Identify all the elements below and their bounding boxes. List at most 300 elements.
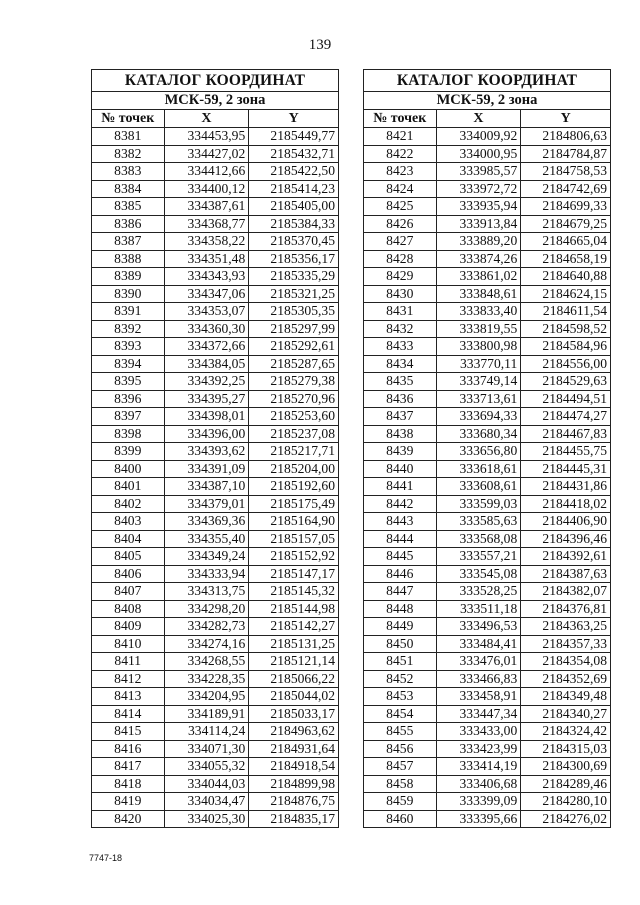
column-header-y: Y: [521, 110, 611, 128]
table-row: [92, 495, 339, 513]
y-coordinate-cell: 2184876,75: [249, 793, 339, 811]
point-number-cell: 8385: [92, 198, 165, 216]
y-coordinate-cell: 2185370,45: [249, 233, 339, 251]
table-row: [364, 355, 611, 373]
table-row: [92, 530, 339, 548]
y-coordinate-cell: 2184835,17: [249, 810, 339, 828]
point-number-cell: 8454: [364, 705, 437, 723]
table-row: [92, 583, 339, 601]
x-coordinate-cell: 334044,03: [164, 775, 249, 793]
point-number-cell: 8444: [364, 530, 437, 548]
x-coordinate-cell: 334395,27: [164, 390, 249, 408]
point-number-cell: 8459: [364, 793, 437, 811]
x-coordinate-cell: 334298,20: [164, 600, 249, 618]
x-coordinate-cell: 333819,55: [436, 320, 521, 338]
table-row: [92, 705, 339, 723]
table-row: [364, 740, 611, 758]
point-number-cell: 8428: [364, 250, 437, 268]
y-coordinate-cell: 2184431,86: [521, 478, 611, 496]
table-row: [92, 145, 339, 163]
x-coordinate-cell: 334071,30: [164, 740, 249, 758]
table-row: [364, 303, 611, 321]
y-coordinate-cell: 2185152,92: [249, 548, 339, 566]
x-coordinate-cell: 333874,26: [436, 250, 521, 268]
column-header-point-number: № точек: [92, 110, 165, 128]
table-row: [364, 408, 611, 426]
point-number-cell: 8424: [364, 180, 437, 198]
table-row: [92, 635, 339, 653]
x-coordinate-cell: 334055,32: [164, 758, 249, 776]
y-coordinate-cell: 2184556,00: [521, 355, 611, 373]
x-coordinate-cell: 333423,99: [436, 740, 521, 758]
point-number-cell: 8382: [92, 145, 165, 163]
point-number-cell: 8448: [364, 600, 437, 618]
y-coordinate-cell: 2184300,69: [521, 758, 611, 776]
x-coordinate-cell: 333458,91: [436, 688, 521, 706]
table-row: [92, 390, 339, 408]
point-number-cell: 8430: [364, 285, 437, 303]
x-coordinate-cell: 333545,08: [436, 565, 521, 583]
x-coordinate-cell: 333694,33: [436, 408, 521, 426]
column-header-x: X: [164, 110, 249, 128]
x-coordinate-cell: 333528,25: [436, 583, 521, 601]
y-coordinate-cell: 2185147,17: [249, 565, 339, 583]
point-number-cell: 8397: [92, 408, 165, 426]
x-coordinate-cell: 333889,20: [436, 233, 521, 251]
point-number-cell: 8422: [364, 145, 437, 163]
table-row: [364, 583, 611, 601]
point-number-cell: 8414: [92, 705, 165, 723]
point-number-cell: 8420: [92, 810, 165, 828]
point-number-cell: 8398: [92, 425, 165, 443]
point-number-cell: 8399: [92, 443, 165, 461]
table-row: [92, 810, 339, 828]
point-number-cell: 8439: [364, 443, 437, 461]
x-coordinate-cell: 333395,66: [436, 810, 521, 828]
y-coordinate-cell: 2184611,54: [521, 303, 611, 321]
table-row: [364, 618, 611, 636]
column-header-point-number: № точек: [364, 110, 437, 128]
x-coordinate-cell: 333568,08: [436, 530, 521, 548]
point-number-cell: 8426: [364, 215, 437, 233]
y-coordinate-cell: 2184280,10: [521, 793, 611, 811]
x-coordinate-cell: 334358,22: [164, 233, 249, 251]
x-coordinate-cell: 334313,75: [164, 583, 249, 601]
x-coordinate-cell: 333861,02: [436, 268, 521, 286]
table-row: [92, 320, 339, 338]
point-number-cell: 8411: [92, 653, 165, 671]
point-number-cell: 8384: [92, 180, 165, 198]
x-coordinate-cell: 334369,36: [164, 513, 249, 531]
y-coordinate-cell: 2185253,60: [249, 408, 339, 426]
table-row: [92, 373, 339, 391]
y-coordinate-cell: 2184418,02: [521, 495, 611, 513]
point-number-cell: 8386: [92, 215, 165, 233]
table-row: [92, 285, 339, 303]
y-coordinate-cell: 2185449,77: [249, 128, 339, 146]
x-coordinate-cell: 334393,62: [164, 443, 249, 461]
table-row: [364, 285, 611, 303]
x-coordinate-cell: 333433,00: [436, 723, 521, 741]
table-row: [92, 775, 339, 793]
y-coordinate-cell: 2184899,98: [249, 775, 339, 793]
table-row: [364, 425, 611, 443]
x-coordinate-cell: 334351,48: [164, 250, 249, 268]
table-row: [92, 233, 339, 251]
table-row: [364, 443, 611, 461]
y-coordinate-cell: 2184494,51: [521, 390, 611, 408]
point-number-cell: 8431: [364, 303, 437, 321]
x-coordinate-cell: 334398,01: [164, 408, 249, 426]
table-row: [364, 513, 611, 531]
x-coordinate-cell: 334228,35: [164, 670, 249, 688]
x-coordinate-cell: 334392,25: [164, 373, 249, 391]
point-number-cell: 8437: [364, 408, 437, 426]
x-coordinate-cell: 333511,18: [436, 600, 521, 618]
point-number-cell: 8381: [92, 128, 165, 146]
point-number-cell: 8407: [92, 583, 165, 601]
table-row: [364, 548, 611, 566]
table-row: [364, 338, 611, 356]
point-number-cell: 8390: [92, 285, 165, 303]
x-coordinate-cell: 334372,66: [164, 338, 249, 356]
y-coordinate-cell: 2185405,00: [249, 198, 339, 216]
table-row: [364, 145, 611, 163]
y-coordinate-cell: 2185142,27: [249, 618, 339, 636]
point-number-cell: 8393: [92, 338, 165, 356]
table-row: [364, 198, 611, 216]
x-coordinate-cell: 333833,40: [436, 303, 521, 321]
y-coordinate-cell: 2184445,31: [521, 460, 611, 478]
y-coordinate-cell: 2184679,25: [521, 215, 611, 233]
table-row: [92, 758, 339, 776]
table-row: [92, 250, 339, 268]
x-coordinate-cell: 334274,16: [164, 635, 249, 653]
point-number-cell: 8457: [364, 758, 437, 776]
y-coordinate-cell: 2184349,48: [521, 688, 611, 706]
table-row: [364, 478, 611, 496]
table-row: [92, 338, 339, 356]
table-row: [364, 233, 611, 251]
point-number-cell: 8440: [364, 460, 437, 478]
y-coordinate-cell: 2185270,96: [249, 390, 339, 408]
x-coordinate-cell: 333770,11: [436, 355, 521, 373]
x-coordinate-cell: 334189,91: [164, 705, 249, 723]
table-subtitle: МСК-59, 2 зона: [92, 92, 339, 110]
y-coordinate-cell: 2184376,81: [521, 600, 611, 618]
x-coordinate-cell: 334349,24: [164, 548, 249, 566]
y-coordinate-cell: 2185121,14: [249, 653, 339, 671]
y-coordinate-cell: 2184665,04: [521, 233, 611, 251]
x-coordinate-cell: 334396,00: [164, 425, 249, 443]
y-coordinate-cell: 2185145,32: [249, 583, 339, 601]
x-coordinate-cell: 333585,63: [436, 513, 521, 531]
y-coordinate-cell: 2185287,65: [249, 355, 339, 373]
y-coordinate-cell: 2185305,35: [249, 303, 339, 321]
x-coordinate-cell: 334360,30: [164, 320, 249, 338]
table-row: [92, 180, 339, 198]
point-number-cell: 8427: [364, 233, 437, 251]
x-coordinate-cell: 334343,93: [164, 268, 249, 286]
x-coordinate-cell: 334355,40: [164, 530, 249, 548]
table-row: [92, 618, 339, 636]
x-coordinate-cell: 334204,95: [164, 688, 249, 706]
point-number-cell: 8383: [92, 163, 165, 181]
y-coordinate-cell: 2184806,63: [521, 128, 611, 146]
x-coordinate-cell: 334114,24: [164, 723, 249, 741]
table-row: [364, 793, 611, 811]
table-row: [364, 250, 611, 268]
table-row: [92, 723, 339, 741]
x-coordinate-cell: 333608,61: [436, 478, 521, 496]
point-number-cell: 8438: [364, 425, 437, 443]
y-coordinate-cell: 2184529,63: [521, 373, 611, 391]
y-coordinate-cell: 2184758,53: [521, 163, 611, 181]
table-subtitle: МСК-59, 2 зона: [364, 92, 611, 110]
table-row: [364, 775, 611, 793]
y-coordinate-cell: 2184467,83: [521, 425, 611, 443]
point-number-cell: 8423: [364, 163, 437, 181]
x-coordinate-cell: 333985,57: [436, 163, 521, 181]
y-coordinate-cell: 2184392,61: [521, 548, 611, 566]
point-number-cell: 8458: [364, 775, 437, 793]
x-coordinate-cell: 334427,02: [164, 145, 249, 163]
point-number-cell: 8413: [92, 688, 165, 706]
point-number-cell: 8452: [364, 670, 437, 688]
x-coordinate-cell: 333800,98: [436, 338, 521, 356]
table-row: [364, 565, 611, 583]
table-row: [364, 373, 611, 391]
x-coordinate-cell: 333680,34: [436, 425, 521, 443]
table-row: [364, 460, 611, 478]
y-coordinate-cell: 2184742,69: [521, 180, 611, 198]
table-row: [364, 653, 611, 671]
column-header-x: X: [436, 110, 521, 128]
y-coordinate-cell: 2185279,38: [249, 373, 339, 391]
table-row: [364, 530, 611, 548]
x-coordinate-cell: 334391,09: [164, 460, 249, 478]
table-row: [364, 268, 611, 286]
y-coordinate-cell: 2184624,15: [521, 285, 611, 303]
table-row: [92, 303, 339, 321]
point-number-cell: 8450: [364, 635, 437, 653]
point-number-cell: 8447: [364, 583, 437, 601]
x-coordinate-cell: 334333,94: [164, 565, 249, 583]
y-coordinate-cell: 2184363,25: [521, 618, 611, 636]
y-coordinate-cell: 2185164,90: [249, 513, 339, 531]
y-coordinate-cell: 2184784,87: [521, 145, 611, 163]
x-coordinate-cell: 333557,21: [436, 548, 521, 566]
y-coordinate-cell: 2185033,17: [249, 705, 339, 723]
point-number-cell: 8446: [364, 565, 437, 583]
table-row: [92, 670, 339, 688]
x-coordinate-cell: 334379,01: [164, 495, 249, 513]
table-row: [92, 548, 339, 566]
y-coordinate-cell: 2185044,02: [249, 688, 339, 706]
x-coordinate-cell: 333406,68: [436, 775, 521, 793]
point-number-cell: 8396: [92, 390, 165, 408]
y-coordinate-cell: 2185414,23: [249, 180, 339, 198]
x-coordinate-cell: 334387,10: [164, 478, 249, 496]
table-row: [364, 320, 611, 338]
point-number-cell: 8405: [92, 548, 165, 566]
x-coordinate-cell: 333848,61: [436, 285, 521, 303]
table-row: [92, 425, 339, 443]
table-row: [364, 810, 611, 828]
y-coordinate-cell: 2184640,88: [521, 268, 611, 286]
point-number-cell: 8387: [92, 233, 165, 251]
y-coordinate-cell: 2184382,07: [521, 583, 611, 601]
point-number-cell: 8391: [92, 303, 165, 321]
point-number-cell: 8433: [364, 338, 437, 356]
x-coordinate-cell: 334282,73: [164, 618, 249, 636]
table-row: [92, 128, 339, 146]
table-row: [364, 723, 611, 741]
point-number-cell: 8395: [92, 373, 165, 391]
point-number-cell: 8394: [92, 355, 165, 373]
point-number-cell: 8400: [92, 460, 165, 478]
y-coordinate-cell: 2185292,61: [249, 338, 339, 356]
y-coordinate-cell: 2184918,54: [249, 758, 339, 776]
table-row: [92, 740, 339, 758]
y-coordinate-cell: 2184396,46: [521, 530, 611, 548]
y-coordinate-cell: 2184699,33: [521, 198, 611, 216]
x-coordinate-cell: 333447,34: [436, 705, 521, 723]
x-coordinate-cell: 333935,94: [436, 198, 521, 216]
point-number-cell: 8443: [364, 513, 437, 531]
y-coordinate-cell: 2184354,08: [521, 653, 611, 671]
y-coordinate-cell: 2185144,98: [249, 600, 339, 618]
y-coordinate-cell: 2185131,25: [249, 635, 339, 653]
table-title: КАТАЛОГ КООРДИНАТ: [92, 70, 339, 92]
point-number-cell: 8415: [92, 723, 165, 741]
point-number-cell: 8401: [92, 478, 165, 496]
point-number-cell: 8418: [92, 775, 165, 793]
x-coordinate-cell: 334034,47: [164, 793, 249, 811]
table-title: КАТАЛОГ КООРДИНАТ: [364, 70, 611, 92]
y-coordinate-cell: 2184357,33: [521, 635, 611, 653]
table-row: [92, 198, 339, 216]
point-number-cell: 8392: [92, 320, 165, 338]
x-coordinate-cell: 333414,19: [436, 758, 521, 776]
point-number-cell: 8410: [92, 635, 165, 653]
x-coordinate-cell: 333913,84: [436, 215, 521, 233]
table-row: [92, 215, 339, 233]
point-number-cell: 8460: [364, 810, 437, 828]
point-number-cell: 8408: [92, 600, 165, 618]
y-coordinate-cell: 2185237,08: [249, 425, 339, 443]
point-number-cell: 8419: [92, 793, 165, 811]
x-coordinate-cell: 334347,06: [164, 285, 249, 303]
y-coordinate-cell: 2185192,60: [249, 478, 339, 496]
table-row: [364, 128, 611, 146]
x-coordinate-cell: 334025,30: [164, 810, 249, 828]
table-row: [364, 758, 611, 776]
x-coordinate-cell: 333496,53: [436, 618, 521, 636]
table-row: [364, 163, 611, 181]
x-coordinate-cell: 333749,14: [436, 373, 521, 391]
point-number-cell: 8451: [364, 653, 437, 671]
point-number-cell: 8435: [364, 373, 437, 391]
table-row: [364, 215, 611, 233]
x-coordinate-cell: 334268,55: [164, 653, 249, 671]
table-row: [92, 513, 339, 531]
y-coordinate-cell: 2184963,62: [249, 723, 339, 741]
page-number: 139: [308, 37, 332, 53]
point-number-cell: 8389: [92, 268, 165, 286]
y-coordinate-cell: 2185204,00: [249, 460, 339, 478]
x-coordinate-cell: 334000,95: [436, 145, 521, 163]
table-row: [364, 600, 611, 618]
point-number-cell: 8449: [364, 618, 437, 636]
y-coordinate-cell: 2185157,05: [249, 530, 339, 548]
x-coordinate-cell: 333466,83: [436, 670, 521, 688]
point-number-cell: 8406: [92, 565, 165, 583]
table-row: [92, 793, 339, 811]
y-coordinate-cell: 2185356,17: [249, 250, 339, 268]
table-row: [92, 443, 339, 461]
y-coordinate-cell: 2185066,22: [249, 670, 339, 688]
y-coordinate-cell: 2184289,46: [521, 775, 611, 793]
table-row: [92, 163, 339, 181]
table-row: [92, 565, 339, 583]
y-coordinate-cell: 2184387,63: [521, 565, 611, 583]
point-number-cell: 8409: [92, 618, 165, 636]
point-number-cell: 8455: [364, 723, 437, 741]
point-number-cell: 8404: [92, 530, 165, 548]
table-row: [364, 180, 611, 198]
x-coordinate-cell: 334400,12: [164, 180, 249, 198]
x-coordinate-cell: 334009,92: [436, 128, 521, 146]
point-number-cell: 8417: [92, 758, 165, 776]
column-header-y: Y: [249, 110, 339, 128]
x-coordinate-cell: 334453,95: [164, 128, 249, 146]
x-coordinate-cell: 334353,07: [164, 303, 249, 321]
table-row: [364, 390, 611, 408]
table-row: [364, 705, 611, 723]
x-coordinate-cell: 333399,09: [436, 793, 521, 811]
table-row: [92, 653, 339, 671]
table-row: [364, 495, 611, 513]
y-coordinate-cell: 2184315,03: [521, 740, 611, 758]
document-code: 7747-18: [89, 853, 123, 863]
point-number-cell: 8403: [92, 513, 165, 531]
x-coordinate-cell: 334412,66: [164, 163, 249, 181]
x-coordinate-cell: 333476,01: [436, 653, 521, 671]
point-number-cell: 8388: [92, 250, 165, 268]
point-number-cell: 8421: [364, 128, 437, 146]
table-row: [92, 478, 339, 496]
y-coordinate-cell: 2185422,50: [249, 163, 339, 181]
table-row: [92, 460, 339, 478]
y-coordinate-cell: 2184324,42: [521, 723, 611, 741]
y-coordinate-cell: 2185384,33: [249, 215, 339, 233]
point-number-cell: 8432: [364, 320, 437, 338]
coordinate-catalog-table: [91, 69, 339, 828]
table-row: [92, 600, 339, 618]
y-coordinate-cell: 2184584,96: [521, 338, 611, 356]
point-number-cell: 8412: [92, 670, 165, 688]
point-number-cell: 8445: [364, 548, 437, 566]
coordinate-catalog-table: [363, 69, 611, 828]
table-row: [364, 688, 611, 706]
table-row: [92, 268, 339, 286]
y-coordinate-cell: 2185175,49: [249, 495, 339, 513]
point-number-cell: 8441: [364, 478, 437, 496]
x-coordinate-cell: 333618,61: [436, 460, 521, 478]
y-coordinate-cell: 2184276,02: [521, 810, 611, 828]
point-number-cell: 8429: [364, 268, 437, 286]
